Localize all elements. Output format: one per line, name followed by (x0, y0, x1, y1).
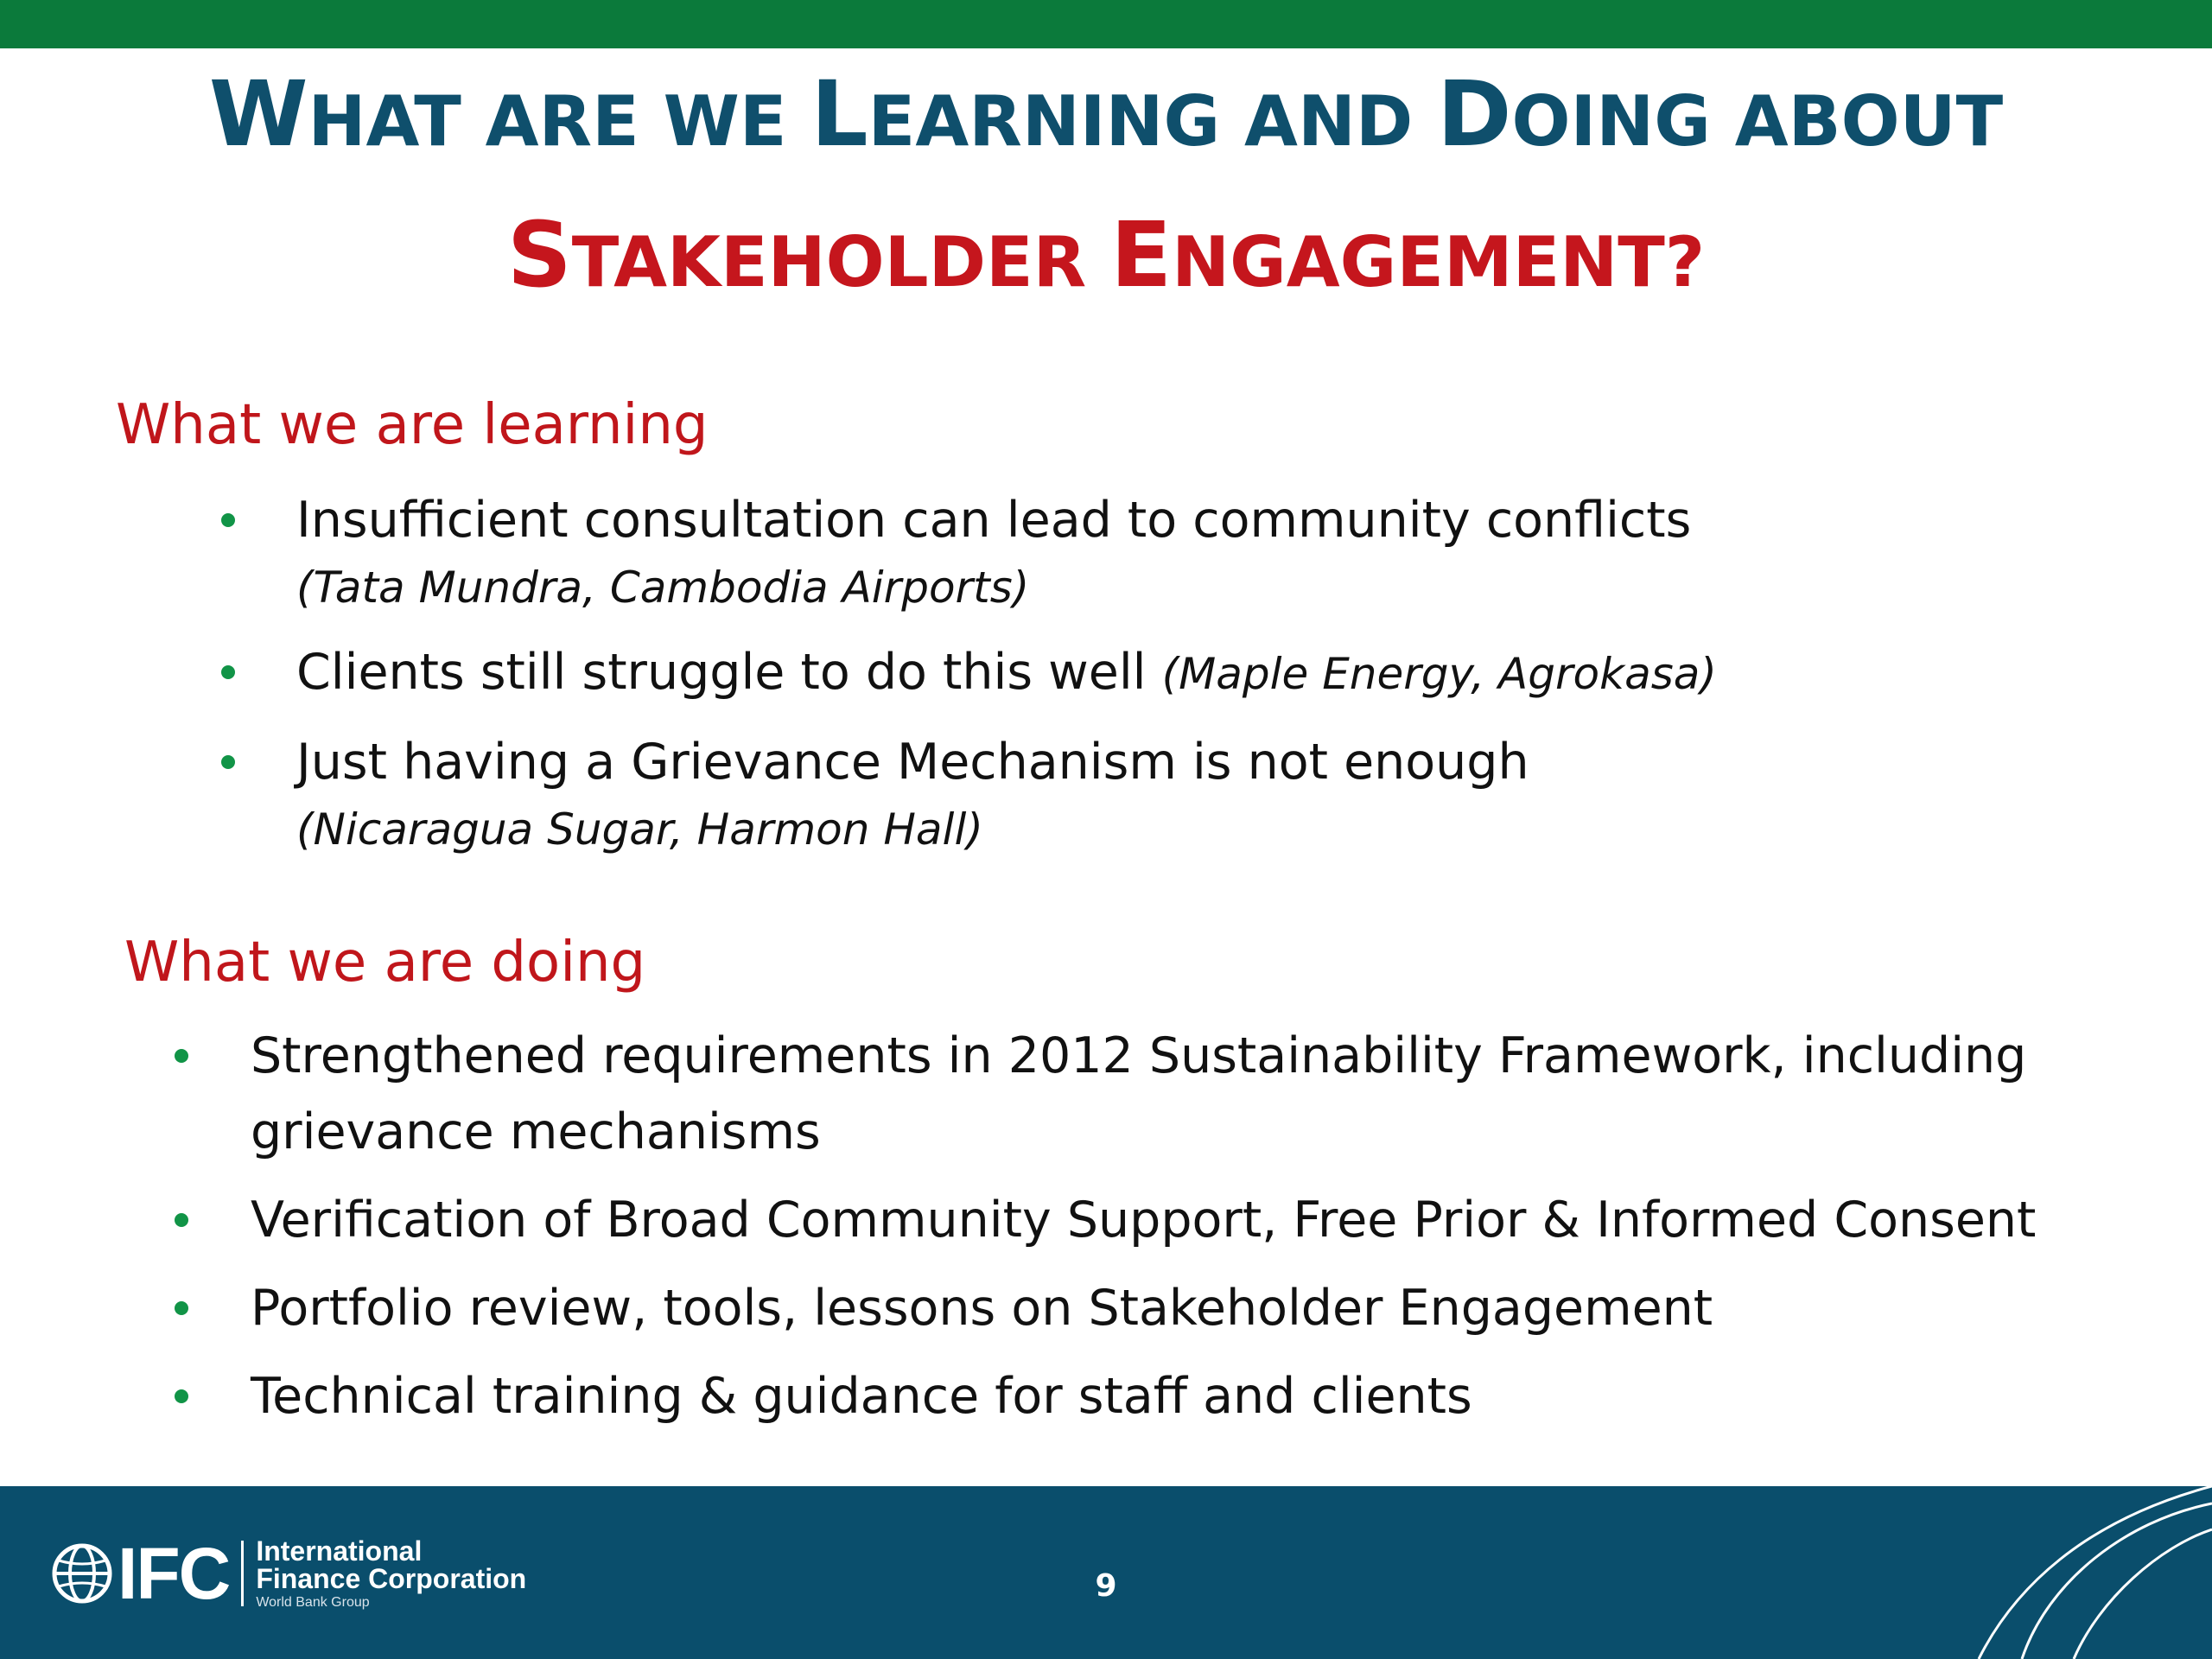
footer-bar (0, 1486, 2212, 1659)
title-word-2-rest: EARNING AND (868, 81, 1438, 162)
bullet-dot-icon (175, 1049, 188, 1063)
doing-item-2-text: Verification of Broad Community Support, Free Prior & Informed Consent (251, 1192, 2037, 1249)
list-item (296, 482, 2024, 622)
doing-item-4-text: Technical training & guidance for staff and clients (251, 1368, 1472, 1425)
logo-line-1: International (256, 1535, 423, 1567)
bullet-dot-icon (175, 1301, 188, 1315)
list-item (251, 1182, 2152, 1258)
learning-heading: What we are learning (116, 393, 709, 457)
title-word-2-initial: L (810, 61, 868, 167)
doing-heading: What we are doing (124, 931, 646, 995)
title-word-3-rest: OING ABOUT (1511, 81, 2004, 162)
bullet-dot-icon (175, 1213, 188, 1227)
title-line-2 (0, 198, 2212, 339)
bullet-dot-icon (221, 665, 235, 679)
learning-list (296, 482, 2024, 876)
doing-item-3-text: Portfolio review, tools, lessons on Stakeholder Engagement (251, 1280, 1713, 1337)
list-item (296, 634, 2024, 712)
title-word-4-rest: TAKEHOLDER (571, 222, 1111, 302)
logo-line-2: Finance Corporation (256, 1563, 527, 1594)
doing-item-1-text: Strengthened requirements in 2012 Sustainability Framework, including grievance mechanisms (251, 1027, 2027, 1160)
title-word-3-initial: D (1437, 61, 1512, 167)
learning-item-1-examples: (Tata Mundra, Cambodia Airports) (296, 563, 1030, 613)
learning-item-2-examples: (Maple Energy, Agrokasa) (1161, 649, 1717, 699)
title-line-1 (0, 57, 2212, 198)
learning-item-1-text: Insufficient consultation can lead to community conflicts (296, 492, 1692, 549)
title-word-1-rest: HAT ARE WE (308, 81, 811, 162)
learning-item-2-text: Clients still struggle to do this well (296, 644, 1162, 701)
learning-item-3-text: Just having a Grievance Mechanism is not enough (296, 734, 1529, 791)
bullet-dot-icon (221, 755, 235, 769)
list-item (251, 1358, 2152, 1434)
title-word-4-initial: S (506, 202, 572, 308)
logo-mark-text: IFC (118, 1533, 230, 1614)
title-word-5-initial: E (1110, 202, 1173, 308)
bullet-dot-icon (175, 1389, 188, 1403)
swoosh-decoration (1961, 1486, 2212, 1659)
list-item (296, 724, 2024, 864)
logo-line-3: World Bank Group (256, 1595, 370, 1610)
learning-item-3-examples: (Nicaragua Sugar, Harmon Hall) (296, 804, 983, 855)
title-word-1-initial: W (208, 61, 308, 167)
page-number: 9 (1095, 1568, 1117, 1604)
doing-list (251, 1018, 2152, 1446)
bullet-dot-icon (221, 513, 235, 527)
title-word-5-rest: NGAGEMENT? (1172, 222, 1706, 302)
slide-title (0, 57, 2212, 339)
list-item (251, 1018, 2108, 1170)
top-accent-bar (0, 0, 2212, 48)
list-item (251, 1270, 2152, 1346)
